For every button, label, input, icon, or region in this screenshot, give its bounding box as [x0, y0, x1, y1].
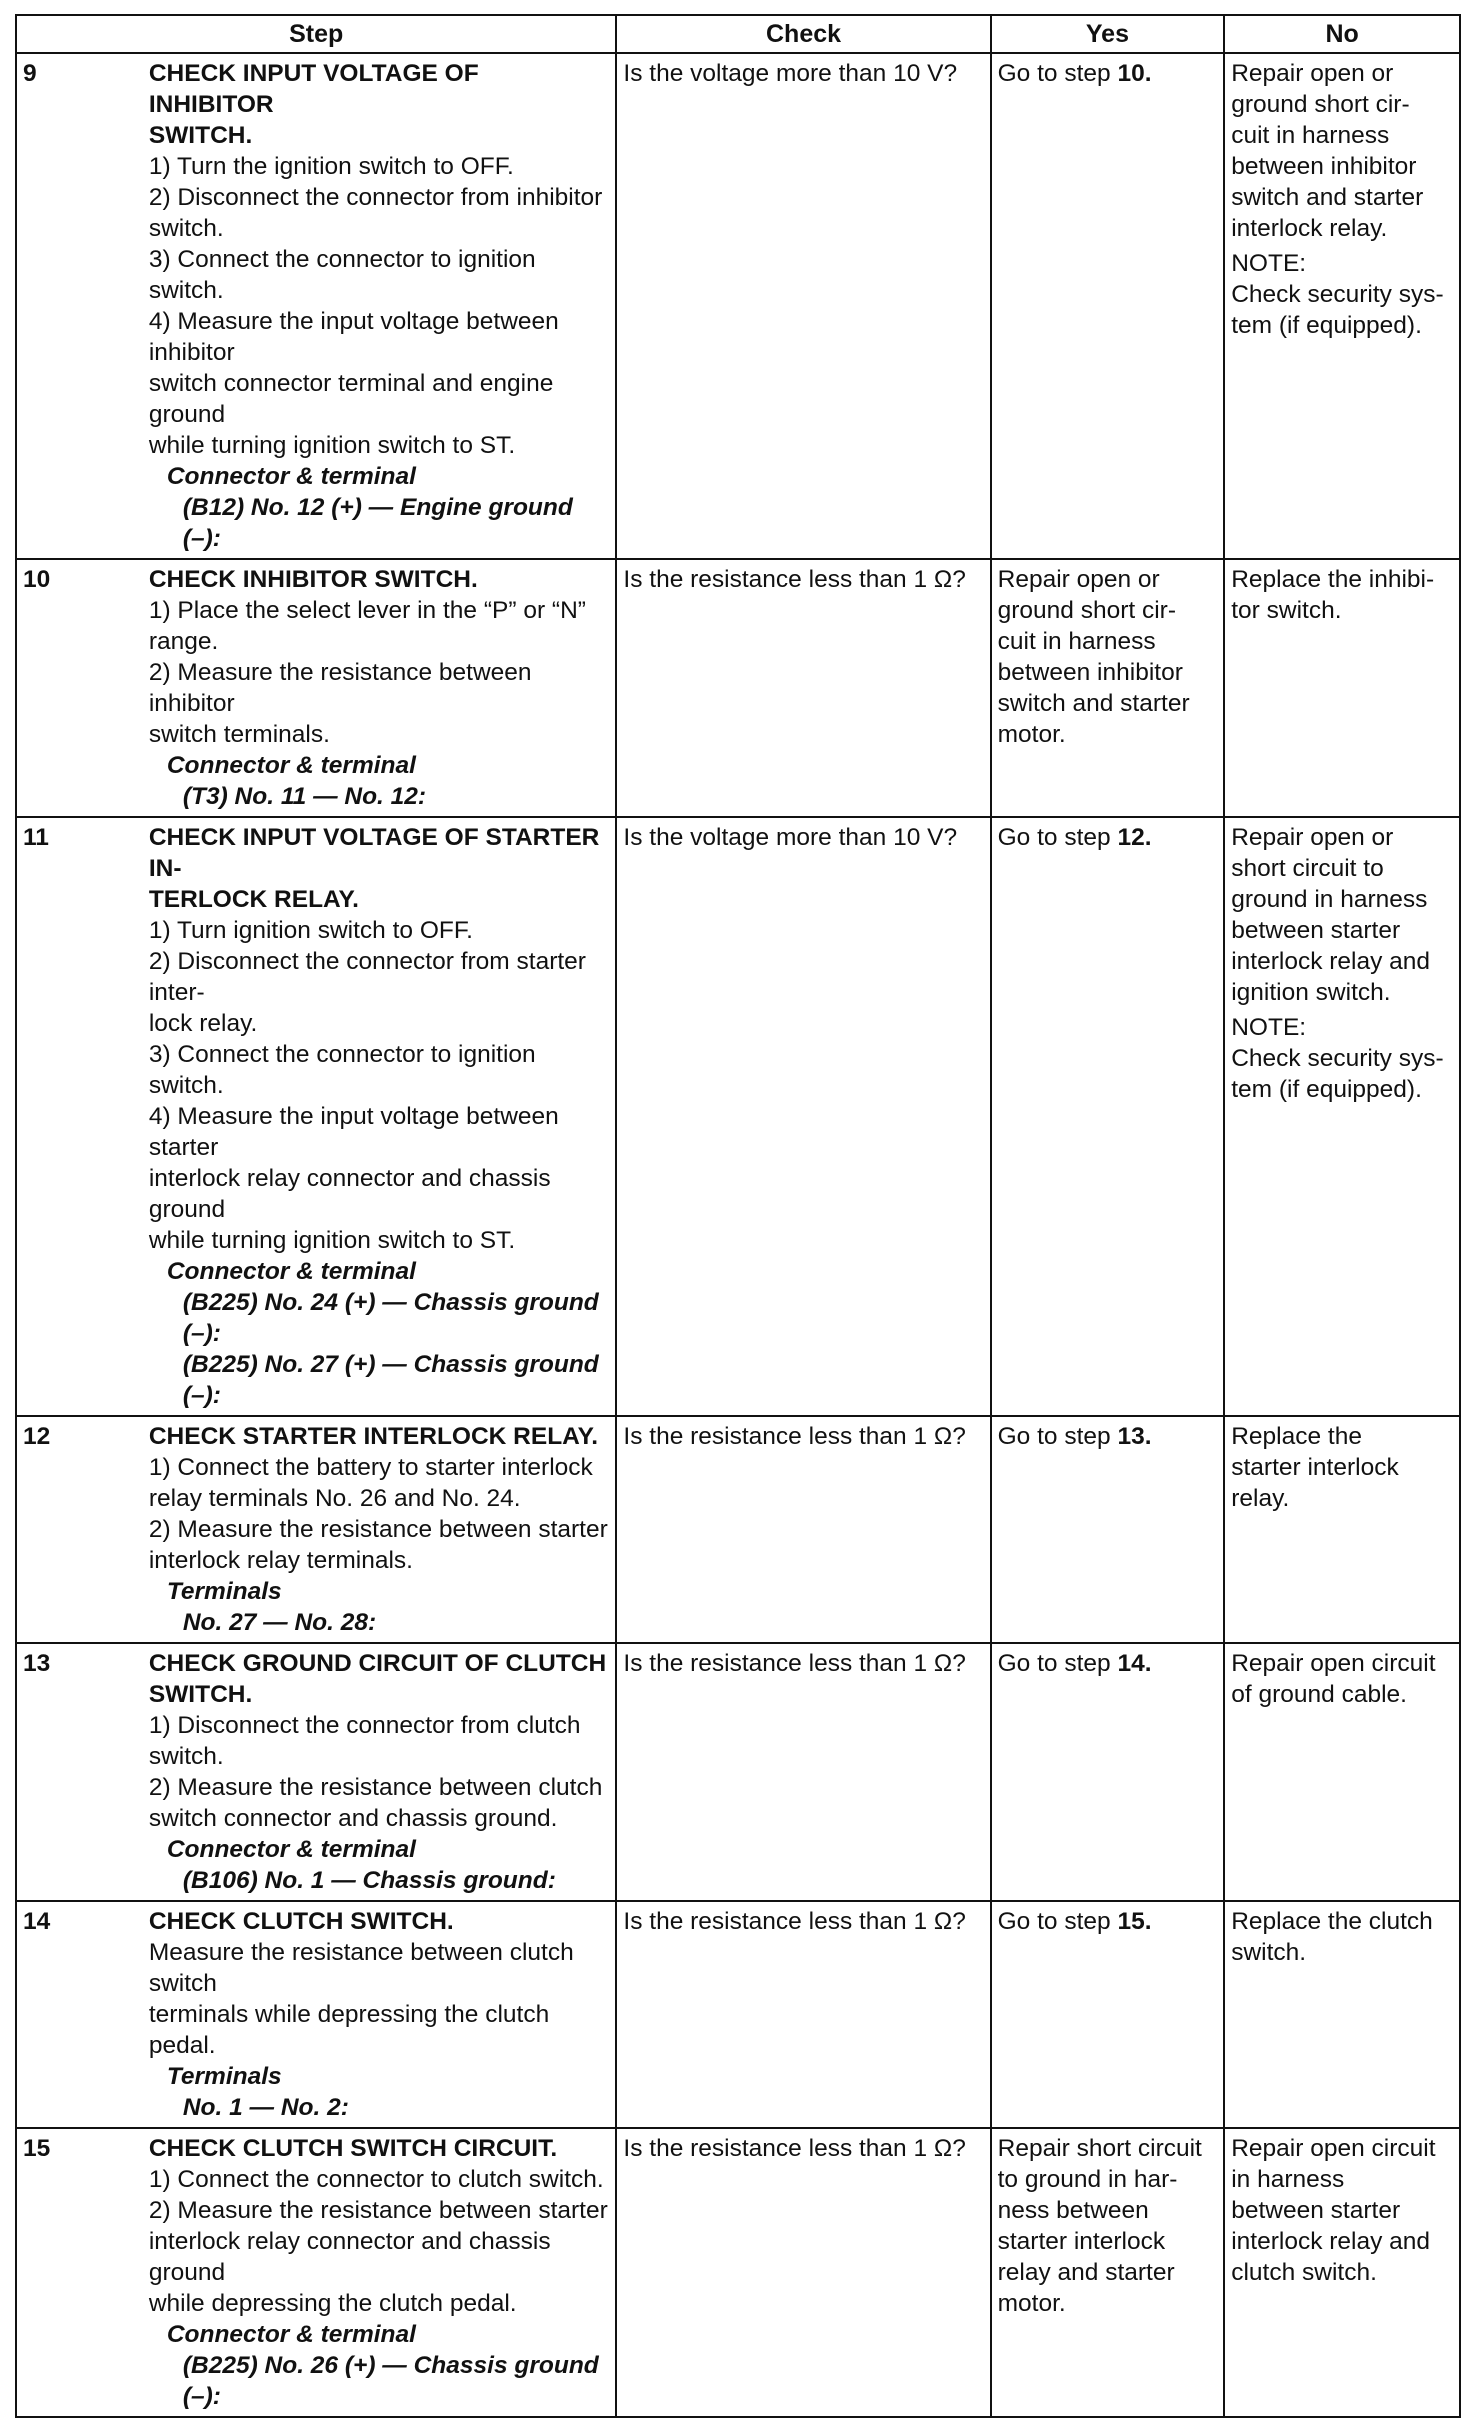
step-number: 13: [16, 1643, 143, 1901]
check-question: Is the resistance less than 1 Ω?: [616, 1901, 990, 2128]
header-check: Check: [616, 15, 990, 53]
yes-goto-text: Go to step: [997, 60, 1118, 87]
terminal-spec: (T3) No. 11 — No. 12:: [182, 783, 427, 810]
step-instruction: interlock relay connector and chassis ground: [148, 2228, 551, 2286]
step-instruction: switch connector and chassis ground.: [148, 1805, 558, 1832]
step-instruction: while turning ignition switch to ST.: [148, 1227, 516, 1254]
no-line: Repair open or: [1231, 824, 1394, 851]
yes-action: [991, 817, 1225, 1416]
step-instruction: 1) Turn the ignition switch to OFF.: [148, 153, 514, 180]
terminal-spec: (B12) No. 12 (+) — Engine ground (–):: [182, 494, 573, 552]
no-action: [1224, 1416, 1460, 1643]
diagnostic-table: [15, 14, 1461, 2418]
step-instruction: 3) Connect the connector to ignition switch.: [148, 1041, 536, 1099]
yes-action: [991, 1643, 1225, 1901]
yes-line: ground short cir-: [997, 597, 1177, 624]
step-instruction: interlock relay terminals.: [148, 1547, 413, 1574]
no-line: interlock relay and: [1231, 948, 1431, 975]
step-instruction: 2) Measure the resistance between starter: [148, 1516, 608, 1543]
step-instruction: 1) Place the select lever in the “P” or “N” range.: [148, 597, 586, 655]
step-description: [143, 1643, 617, 1901]
step-title: CHECK INPUT VOLTAGE OF STARTER IN-: [148, 824, 600, 882]
step-number: 15: [16, 2128, 143, 2417]
yes-goto-text: Go to step: [997, 1423, 1118, 1450]
yes-line: cuit in harness: [997, 628, 1156, 655]
step-instruction: Measure the resistance between clutch switch: [148, 1939, 574, 1997]
yes-action: [991, 1416, 1225, 1643]
step-instruction: terminals while depressing the clutch pedal.: [148, 2001, 550, 2059]
step-number: 12: [16, 1416, 143, 1643]
yes-line: Repair open or: [997, 566, 1160, 593]
yes-line: Repair short circuit: [997, 2135, 1202, 2162]
yes-action: [991, 1901, 1225, 2128]
yes-action: [991, 2128, 1225, 2417]
step-title: CHECK INHIBITOR SWITCH.: [148, 566, 478, 593]
step-instruction: 2) Disconnect the connector from starter inter-: [148, 948, 586, 1006]
yes-line: relay and starter: [997, 2259, 1175, 2286]
table-row: [16, 1643, 1460, 1901]
no-line: tor switch.: [1231, 597, 1342, 624]
step-title: TERLOCK RELAY.: [148, 886, 359, 913]
no-line: Repair open circuit: [1231, 2135, 1436, 2162]
step-instruction: while turning ignition switch to ST.: [148, 432, 516, 459]
header-yes: Yes: [991, 15, 1225, 53]
yes-line: motor.: [997, 721, 1066, 748]
no-line: Replace the: [1231, 1423, 1362, 1450]
yes-goto-step: 15.: [1117, 1908, 1152, 1935]
yes-line: to ground in har-: [997, 2166, 1178, 2193]
step-instruction: 2) Measure the resistance between inhibitor: [148, 659, 532, 717]
step-instruction: 1) Connect the battery to starter interlock: [148, 1454, 593, 1481]
terminal-spec: (B225) No. 27 (+) — Chassis ground (–):: [182, 1351, 599, 1409]
step-title: CHECK GROUND CIRCUIT OF CLUTCH: [148, 1650, 607, 1677]
table-row: [16, 1901, 1460, 2128]
no-line: between starter: [1231, 917, 1401, 944]
yes-goto-step: 12.: [1117, 824, 1152, 851]
sub-heading: Connector & terminal: [166, 463, 416, 490]
step-instruction: 4) Measure the input voltage between starter: [148, 1103, 559, 1161]
yes-line: starter interlock: [997, 2228, 1166, 2255]
yes-action: [991, 53, 1225, 559]
step-number: 11: [16, 817, 143, 1416]
step-title: CHECK CLUTCH SWITCH CIRCUIT.: [148, 2135, 558, 2162]
step-instruction: 4) Measure the input voltage between inhibitor: [148, 308, 559, 366]
yes-line: switch and starter: [997, 690, 1190, 717]
yes-goto-step: 13.: [1117, 1423, 1152, 1450]
no-line: ignition switch.: [1231, 979, 1391, 1006]
step-instruction: interlock relay connector and chassis ground: [148, 1165, 551, 1223]
step-title: CHECK INPUT VOLTAGE OF INHIBITOR: [148, 60, 479, 118]
note-line: Check security sys-: [1231, 1045, 1444, 1072]
no-line: switch.: [1231, 1939, 1307, 1966]
no-line: of ground cable.: [1231, 1681, 1407, 1708]
yes-goto-step: 14.: [1117, 1650, 1152, 1677]
table-row: [16, 1416, 1460, 1643]
no-line: between inhibitor: [1231, 153, 1417, 180]
header-row: [16, 15, 1460, 53]
step-description: [143, 2128, 617, 2417]
step-title: CHECK CLUTCH SWITCH.: [148, 1908, 454, 1935]
sub-heading: Terminals: [166, 1578, 282, 1605]
step-number: 10: [16, 559, 143, 817]
no-line: short circuit to: [1231, 855, 1384, 882]
note-label: NOTE:: [1231, 1014, 1307, 1041]
step-description: [143, 53, 617, 559]
step-title: SWITCH.: [148, 122, 253, 149]
sub-heading: Connector & terminal: [166, 1836, 416, 1863]
terminal-spec: (B225) No. 26 (+) — Chassis ground (–):: [182, 2352, 599, 2410]
no-action: [1224, 559, 1460, 817]
no-line: interlock relay and: [1231, 2228, 1431, 2255]
no-line: Replace the clutch: [1231, 1908, 1433, 1935]
no-line: in harness: [1231, 2166, 1345, 2193]
check-question: Is the resistance less than 1 Ω?: [616, 2128, 990, 2417]
yes-goto-text: Go to step: [997, 1908, 1118, 1935]
table-row: [16, 2128, 1460, 2417]
terminal-spec: (B225) No. 24 (+) — Chassis ground (–):: [182, 1289, 599, 1347]
step-instruction: 2) Measure the resistance between clutch: [148, 1774, 603, 1801]
sub-heading: Connector & terminal: [166, 1258, 416, 1285]
table-row: [16, 53, 1460, 559]
check-question: Is the voltage more than 10 V?: [616, 53, 990, 559]
check-question: Is the resistance less than 1 Ω?: [616, 1643, 990, 1901]
note-line: tem (if equipped).: [1231, 312, 1422, 339]
sub-heading: Terminals: [166, 2063, 282, 2090]
no-line: cuit in harness: [1231, 122, 1390, 149]
terminal-spec: No. 27 — No. 28:: [182, 1609, 377, 1636]
header-step: Step: [16, 15, 616, 53]
step-title: SWITCH.: [148, 1681, 253, 1708]
yes-goto-text: Go to step: [997, 824, 1118, 851]
no-line: switch and starter: [1231, 184, 1424, 211]
no-action: [1224, 817, 1460, 1416]
no-line: clutch switch.: [1231, 2259, 1377, 2286]
no-line: interlock relay.: [1231, 215, 1388, 242]
step-description: [143, 1416, 617, 1643]
terminal-spec: No. 1 — No. 2:: [182, 2094, 349, 2121]
yes-line: motor.: [997, 2290, 1066, 2317]
step-description: [143, 559, 617, 817]
yes-line: between inhibitor: [997, 659, 1183, 686]
step-instruction: 3) Connect the connector to ignition switch.: [148, 246, 536, 304]
step-instruction: lock relay.: [148, 1010, 258, 1037]
step-description: [143, 817, 617, 1416]
sub-heading: Connector & terminal: [166, 2321, 416, 2348]
step-instruction: 2) Disconnect the connector from inhibitor switch.: [148, 184, 603, 242]
step-number: 9: [16, 53, 143, 559]
yes-action: [991, 559, 1225, 817]
step-instruction: relay terminals No. 26 and No. 24.: [148, 1485, 521, 1512]
yes-line: ness between: [997, 2197, 1149, 2224]
no-line: Replace the inhibi-: [1231, 566, 1435, 593]
note-label: NOTE:: [1231, 250, 1307, 277]
no-line: relay.: [1231, 1485, 1290, 1512]
no-line: starter interlock: [1231, 1454, 1399, 1481]
no-action: [1224, 1901, 1460, 2128]
check-question: Is the voltage more than 10 V?: [616, 817, 990, 1416]
step-instruction: 2) Measure the resistance between starter: [148, 2197, 608, 2224]
step-instruction: 1) Disconnect the connector from clutch switch.: [148, 1712, 581, 1770]
no-line: between starter: [1231, 2197, 1401, 2224]
no-action: [1224, 53, 1460, 559]
step-instruction: 1) Turn ignition switch to OFF.: [148, 917, 473, 944]
step-description: [143, 1901, 617, 2128]
check-question: Is the resistance less than 1 Ω?: [616, 1416, 990, 1643]
yes-goto-step: 10.: [1117, 60, 1152, 87]
yes-goto-text: Go to step: [997, 1650, 1118, 1677]
step-instruction: 1) Connect the connector to clutch switch.: [148, 2166, 604, 2193]
no-action: [1224, 1643, 1460, 1901]
terminal-spec: (B106) No. 1 — Chassis ground:: [182, 1867, 556, 1894]
note-line: tem (if equipped).: [1231, 1076, 1422, 1103]
table-row: [16, 559, 1460, 817]
step-instruction: while depressing the clutch pedal.: [148, 2290, 517, 2317]
no-line: ground short cir-: [1231, 91, 1410, 118]
step-instruction: switch connector terminal and engine ground: [148, 370, 554, 428]
no-line: Repair open circuit: [1231, 1650, 1436, 1677]
step-instruction: switch terminals.: [148, 721, 330, 748]
no-line: Repair open or: [1231, 60, 1394, 87]
step-number: 14: [16, 1901, 143, 2128]
no-action: [1224, 2128, 1460, 2417]
no-line: ground in harness: [1231, 886, 1428, 913]
header-no: No: [1224, 15, 1460, 53]
sub-heading: Connector & terminal: [166, 752, 416, 779]
step-title: CHECK STARTER INTERLOCK RELAY.: [148, 1423, 599, 1450]
check-question: Is the resistance less than 1 Ω?: [616, 559, 990, 817]
table-row: [16, 817, 1460, 1416]
note-line: Check security sys-: [1231, 281, 1444, 308]
